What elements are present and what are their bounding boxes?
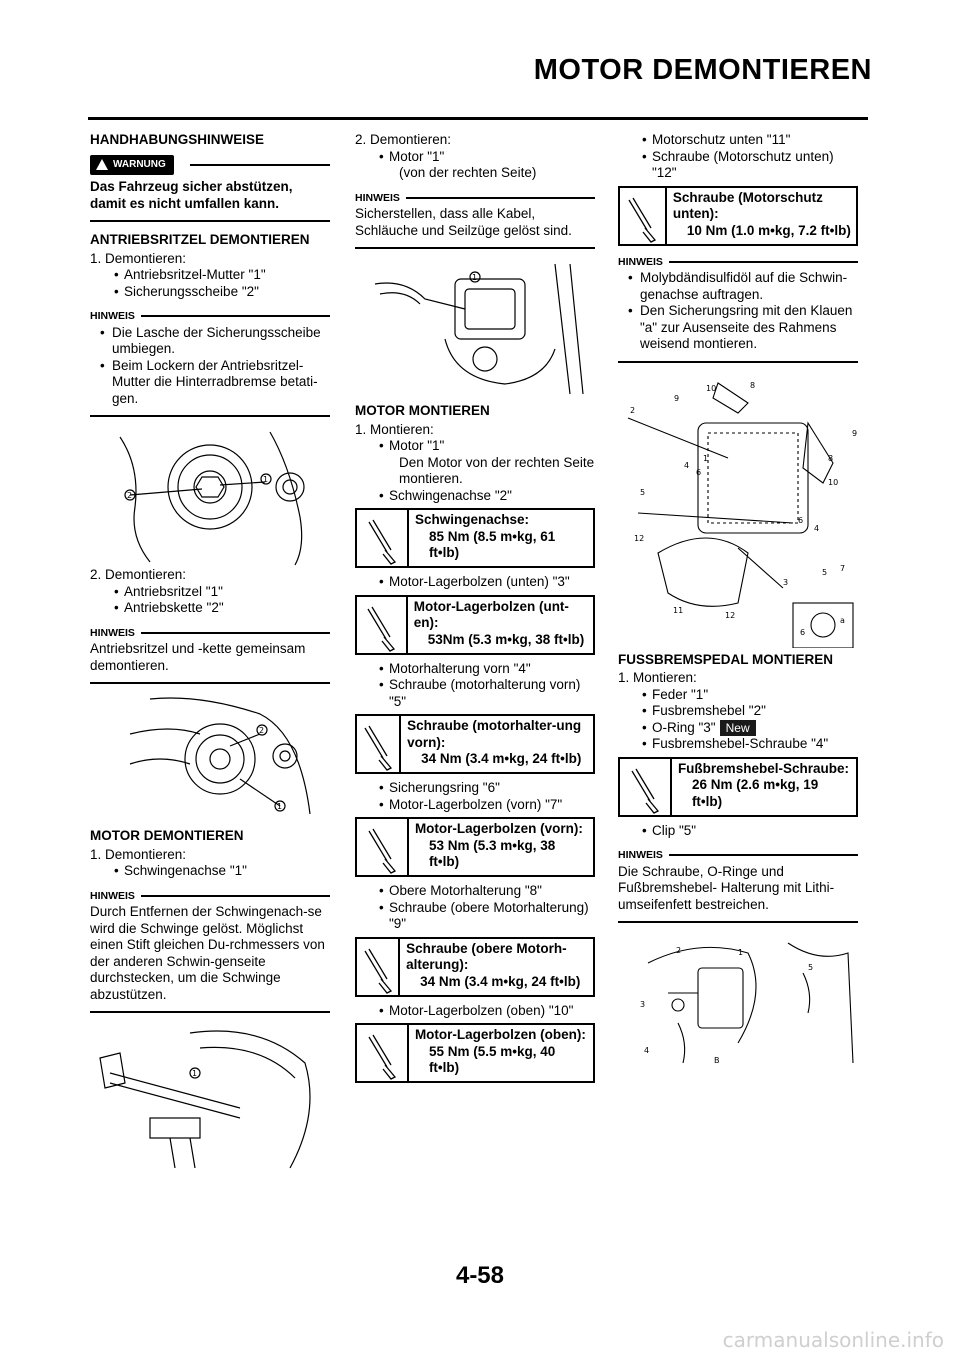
page-title: MOTOR DEMONTIEREN	[533, 54, 872, 86]
page-number: 4-58	[455, 1262, 505, 1289]
heading-brake-pedal-install: FUSSBREMSPEDAL MONTIEREN	[618, 651, 834, 667]
step: 2. Demontieren:	[355, 132, 452, 147]
svg-text:2: 2	[676, 946, 682, 955]
column-2	[355, 132, 595, 1089]
warning-label: WARNUNG	[113, 158, 166, 170]
svg-text:1: 1	[263, 475, 269, 484]
torque-spec	[355, 817, 595, 877]
spec-value: 34 Nm (3.4 m•kg, 24 ft•lb)	[420, 973, 581, 989]
spec-value: 53 Nm (5.3 m•kg, 38 ft•lb)	[428, 837, 556, 869]
bullet: • Motor "1"	[355, 149, 595, 166]
svg-text:5: 5	[640, 487, 646, 497]
note-header: HINWEIS	[90, 308, 330, 325]
bullet: • Motor-Lagerbolzen (unten) "3"	[355, 574, 595, 591]
svg-text:10: 10	[706, 383, 717, 393]
svg-text:1: 1	[472, 273, 478, 282]
spec-name: Motor-Lagerbolzen (vorn):	[414, 821, 583, 836]
spec-value: 10 Nm (1.0 m•kg, 7.2 ft•lb)	[686, 222, 851, 238]
bullet: • Antriebskette "2"	[90, 600, 330, 617]
bullet: • Antriebsritzel-Mutter "1"	[90, 267, 330, 284]
torque-spec	[355, 714, 595, 774]
spec-name: Schraube (obere Motorh-alterung):	[406, 940, 567, 972]
bullet-sub: (von der rechten Seite)	[399, 165, 537, 180]
svg-text:1: 1	[192, 1069, 198, 1078]
svg-text:a: a	[840, 615, 845, 625]
bullet: • Schwingenachse "1"	[90, 863, 330, 880]
torque-spec	[355, 937, 595, 997]
svg-text:6: 6	[798, 515, 804, 525]
svg-text:8: 8	[750, 380, 756, 390]
spec-name: Schraube (motorhalter-ung vorn):	[407, 718, 582, 750]
torque-spec	[355, 1023, 595, 1083]
svg-text:B: B	[714, 1056, 720, 1065]
bullet: • Feder "1"	[618, 687, 858, 704]
svg-text:7: 7	[840, 563, 846, 573]
torque-wrench-icon	[628, 767, 662, 815]
note-text: Durch Entfernen der Schwingenach-se wird die Schwinge gelöst. Möglichst einen Stift gleichen Du-rchmessers von der anderen Schwin-genseite durchstecken, um die Schwinge abzustützen.	[90, 904, 325, 1002]
bullet: • Motorschutz unten "11"	[618, 132, 858, 149]
new-part-badge: New	[720, 720, 756, 737]
svg-text:5: 5	[822, 567, 828, 577]
torque-wrench-icon	[365, 518, 399, 566]
heading-handling: HANDHABUNGSHINWEISE	[90, 132, 265, 147]
spec-name: Schraube (Motorschutz unten):	[672, 189, 823, 221]
heading-motor-install: MOTOR MONTIEREN	[355, 403, 490, 418]
bullet: • Motor-Lagerbolzen (oben) "10"	[355, 1003, 595, 1020]
torque-spec	[618, 757, 858, 817]
note-header: HINWEIS	[618, 254, 858, 271]
spec-value: 85 Nm (8.5 m•kg, 61 ft•lb)	[428, 528, 556, 560]
note-header: HINWEIS	[90, 888, 330, 905]
torque-wrench-icon	[361, 724, 395, 772]
bullet: • Schwingenachse "2"	[355, 488, 595, 505]
title-rule	[88, 117, 868, 120]
torque-wrench-icon	[625, 196, 659, 244]
spec-name: Motor-Lagerbolzen (unt-en):	[413, 598, 569, 630]
brake-pedal-illustration	[618, 933, 858, 1068]
svg-text:2: 2	[127, 491, 133, 500]
bullet: • Schraube (motorhalterung vorn) "5"	[355, 677, 595, 710]
bullet: • Sicherungsscheibe "2"	[90, 284, 330, 301]
bullet: • Obere Motorhalterung "8"	[355, 883, 595, 900]
bullet: • Sicherungsring "6"	[355, 780, 595, 797]
svg-text:4: 4	[644, 1046, 650, 1055]
bullet: • Clip "5"	[618, 823, 858, 840]
torque-spec	[618, 186, 858, 246]
swingarm-pivot-illustration	[90, 1023, 320, 1173]
step: 1. Montieren:	[355, 421, 434, 437]
svg-text:6: 6	[696, 467, 702, 477]
svg-text:8: 8	[828, 453, 834, 463]
bullet: • Schraube (obere Motorhalterung) "9"	[355, 900, 595, 933]
spec-value: 34 Nm (3.4 m•kg, 24 ft•lb)	[421, 751, 582, 766]
svg-text:11: 11	[673, 605, 684, 615]
svg-text:2: 2	[259, 726, 265, 735]
warning-badge	[90, 155, 174, 176]
bullet: • Motorhalterung vorn "4"	[355, 661, 595, 678]
svg-text:6: 6	[800, 627, 806, 637]
torque-wrench-icon	[361, 947, 395, 995]
torque-spec	[355, 595, 595, 655]
column-3	[618, 132, 858, 1068]
svg-text:9: 9	[674, 393, 680, 403]
svg-text:1: 1	[703, 453, 709, 463]
svg-text:5: 5	[808, 963, 814, 972]
step: 1. Demontieren:	[90, 250, 187, 266]
spec-name: Motor-Lagerbolzen (oben):	[414, 1027, 586, 1042]
svg-text:1: 1	[738, 948, 744, 957]
watermark: carmanualsonline.info	[722, 1328, 944, 1352]
note-bullet: • Die Lasche der Sicherungsscheibe umbiegen.	[90, 325, 330, 358]
torque-spec	[355, 508, 595, 568]
note-bullet: • Den Sicherungsring mit den Klauen "a" zur Ausenseite des Rahmens weisend montieren.	[618, 303, 858, 353]
spec-value: 53Nm (5.3 m•kg, 38 ft•lb)	[427, 631, 585, 647]
note-text: Antriebsritzel und -kette gemeinsam demontieren.	[90, 641, 306, 673]
svg-text:10: 10	[828, 477, 839, 487]
warning-text: Das Fahrzeug sicher abstützen, damit es nicht umfallen kann.	[90, 179, 293, 211]
svg-text:2: 2	[630, 405, 636, 415]
svg-text:12: 12	[725, 610, 736, 620]
bullet: • Motor "1"	[355, 438, 595, 455]
bullet-sub: Den Motor von der rechten Seite montieren.	[399, 454, 595, 486]
warning-header	[90, 155, 330, 176]
torque-wrench-icon	[365, 1033, 399, 1081]
note-header: HINWEIS	[90, 625, 330, 642]
step: 1. Demontieren:	[90, 846, 187, 862]
torque-wrench-icon	[365, 827, 399, 875]
svg-text:4: 4	[684, 460, 690, 470]
bullet: • Antriebsritzel "1"	[90, 584, 330, 601]
spec-value: 55 Nm (5.5 m•kg, 40 ft•lb)	[428, 1043, 556, 1075]
warning-icon	[96, 159, 108, 170]
column-1	[90, 132, 330, 1173]
svg-text:4: 4	[814, 523, 820, 533]
spec-name: Schwingenachse:	[414, 512, 529, 527]
heading-sprocket-remove: ANTRIEBSRITZEL DEMONTIEREN	[90, 232, 310, 247]
bullet: • Motor-Lagerbolzen (vorn) "7"	[355, 797, 595, 814]
bullet: • Fusbremshebel-Schraube "4"	[618, 736, 858, 753]
note-bullet: • Molybdändisulfidöl auf die Schwin-genachse auftragen.	[618, 270, 858, 303]
note-text: Die Schraube, O-Ringe und Fußbremshebel- Halterung mit Lithi-umseifenfett bestreichen.	[618, 863, 835, 912]
spec-name: Fußbremshebel-Schraube:	[677, 760, 849, 776]
step: 2. Demontieren:	[90, 567, 187, 582]
bullet-oring: • O-Ring "3" New	[618, 720, 858, 737]
sprocket-chain-illustration	[90, 694, 320, 824]
svg-text:3: 3	[640, 1000, 646, 1009]
svg-text:1: 1	[277, 802, 283, 811]
spec-value: 26 Nm (2.6 m•kg, 19 ft•lb)	[691, 777, 819, 809]
step: 1. Montieren:	[618, 670, 697, 685]
note-header: HINWEIS	[355, 190, 595, 207]
note-bullet: • Beim Lockern der Antriebsritzel-Mutter die Hinterradbremse betati-gen.	[90, 358, 330, 408]
svg-text:12: 12	[634, 533, 645, 543]
engine-removal-illustration	[355, 259, 585, 399]
bullet: • Schraube (Motorschutz unten) "12"	[618, 149, 858, 182]
svg-text:9: 9	[852, 428, 858, 438]
engine-mount-exploded-illustration	[618, 373, 858, 648]
svg-text:3: 3	[783, 577, 789, 587]
note-header: HINWEIS	[618, 847, 858, 864]
sprocket-nut-illustration	[90, 427, 320, 567]
note-text: Sicherstellen, dass alle Kabel, Schläuche und Seilzüge gelöst sind.	[355, 206, 572, 238]
torque-wrench-icon	[364, 605, 398, 653]
heading-motor-remove: MOTOR DEMONTIEREN	[90, 828, 244, 843]
bullet: • Fusbremshebel "2"	[618, 703, 858, 720]
